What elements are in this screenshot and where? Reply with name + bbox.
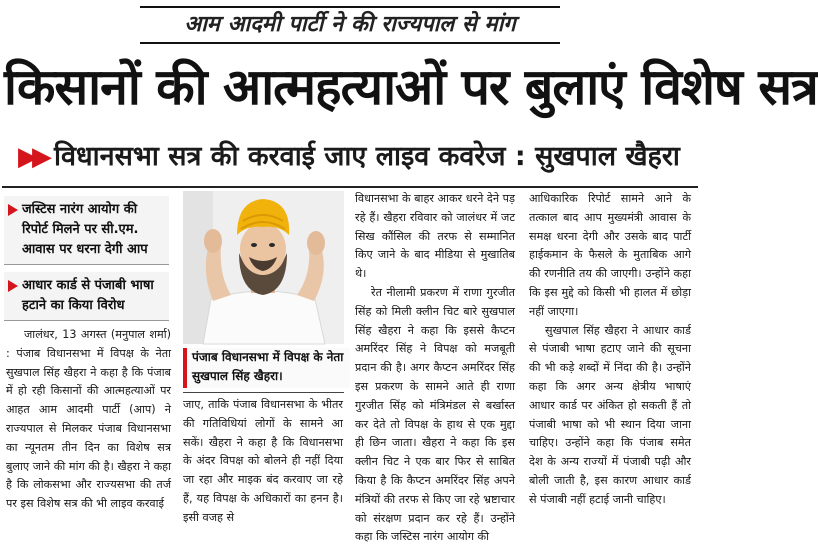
subheadline xyxy=(18,133,693,181)
caption-divider xyxy=(183,392,344,393)
article-paragraph: जालंधर, 13 अगस्त (मनुपाल शर्मा) : पंजाब विधानसभा में विपक्ष के नेता सुखपाल सिंह खैहरा ने कहा है कि पंजाब में हो रही किसानों की आत्महत्याओं पर आहत आम आदमी पार्टी (आप) ने राज्यपाल से मिलकर पंजाब विधानसभा का न्यूनतम तीन दिन का विशेष सत्र बुलाए जाने की मांग की है। खैहरा ने कहा है कि लोकसभा और राज्यसभा की तर्ज पर इस विशेष सत्र की भी लाइव करवाई xyxy=(6,328,171,511)
article-paragraph: विधानसभा के बाहर आकर धरने देने पड़ रहे हैं। खैहरा रविवार को जालंधर में जट सिख कौंसिल की तरफ से सम्मानित किए जाने के बाद मीडिया से मुखातिब थे। xyxy=(355,192,515,281)
highlight-box-2-text: आधार कार्ड से पंजाबी भाषा हटाने का किया विरोध xyxy=(22,278,154,313)
main-headline: किसानों की आत्महत्याओं पर बुलाएं विशेष सत्र xyxy=(4,58,818,116)
headline-divider xyxy=(2,186,698,188)
article-paragraph: रेत नीलामी प्रकरण में राणा गुरजीत सिंह को मिली क्लीन चिट बारे सुखपाल सिंह खैहरा ने कहा कि इससे कैप्टन अमरिंदर सिंह ने विपक्ष को मजबूती प्रदान की है। अगर कैप्टन अमरिंदर सिंह इस प्रकरण के सामने आते ही राणा गुरजीत सिंह को मंत्रिमंडल से बर्खास्त कर देते तो विपक्ष के हाथ से एक मुद्दा ही छिन जाता। खैहरा ने कहा कि इस क्लीन चिट ने एक बार फिर से साबित किया है कि कैप्टन अमरिंदर सिंह अपने मंत्रियों की तरफ से किए जा रहे भ्रष्टाचार को संरक्षण प्रदान कर रहे हैं। उन्होंने कहा कि जस्टिस नारंग आयोग की xyxy=(355,285,515,544)
article-paragraph: जाए, ताकि पंजाब विधानसभा के भीतर की गतिविधियां लोगों के सामने आ सकें। खैहरा ने कहा है कि विधानसभा के अंदर विपक्ष को बोलने ही नहीं दिया जा रहा और माइक बंद करवाए जा रहे हैं, यह विपक्ष के अधिकारों का हनन है। इसी वजह से xyxy=(183,398,343,524)
article-paragraph: सुखपाल सिंह खैहरा ने आधार कार्ड से पंजाबी भाषा हटाए जाने की सूचना की भी कड़े शब्दों में निंदा की है। उन्होंने कहा कि अगर अन्य क्षेत्रीय भाषाएं आधार कार्ड पर अंकित हो सकती हैं तो पंजाबी भाषा को भी स्थान दिया जाना चाहिए। उन्होंने कहा कि पंजाब समेत देश के अन्य राज्यों में पंजाबी पढ़ी और बोली जाती है, इस कारण आधार कार्ड से पंजाबी नहीं हटाई जानी चाहिए। xyxy=(529,323,691,506)
highlight-box-1-text: जस्टिस नारंग आयोग की रिपोर्ट मिलने पर सी.एम. आवास पर धरना देगी आप xyxy=(22,202,148,257)
article-column-1 xyxy=(6,326,171,531)
article-paragraph: आधिकारिक रिपोर्ट सामने आने के तत्काल बाद आप मुख्यमंत्री आवास के समक्ष धरना देगी और उसके बाद पार्टी हाईकमान के फैसले के मुताबिक आगे की रणनीति तय की जाएगी। उन्होंने कहा कि इस मुद्दे को किसी भी हालत में छोड़ा नहीं जाएगा। xyxy=(529,192,691,318)
article-column-3 xyxy=(355,190,515,544)
photo-caption: पंजाब विधानसभा में विपक्ष के नेता सुखपाल सिंह खैहरा। xyxy=(183,348,350,388)
article-column-4 xyxy=(529,190,691,531)
man-in-turban-illustration xyxy=(183,191,344,344)
red-triangle-marker-icon xyxy=(8,280,18,292)
subheadline-text: विधानसभा सत्र की करवाई जाए लाइव कवरेज : सुखपाल खैहरा xyxy=(54,141,680,172)
red-triangle-marker-icon xyxy=(8,204,18,216)
news-photo xyxy=(183,191,344,344)
highlight-box-1 xyxy=(4,196,169,265)
highlight-box-2 xyxy=(4,272,169,321)
kicker-headline: आम आदमी पार्टी ने की राज्यपाल से मांग xyxy=(140,6,560,44)
article-column-2 xyxy=(183,396,343,531)
double-arrow-icon: ▶▶ xyxy=(18,142,46,172)
